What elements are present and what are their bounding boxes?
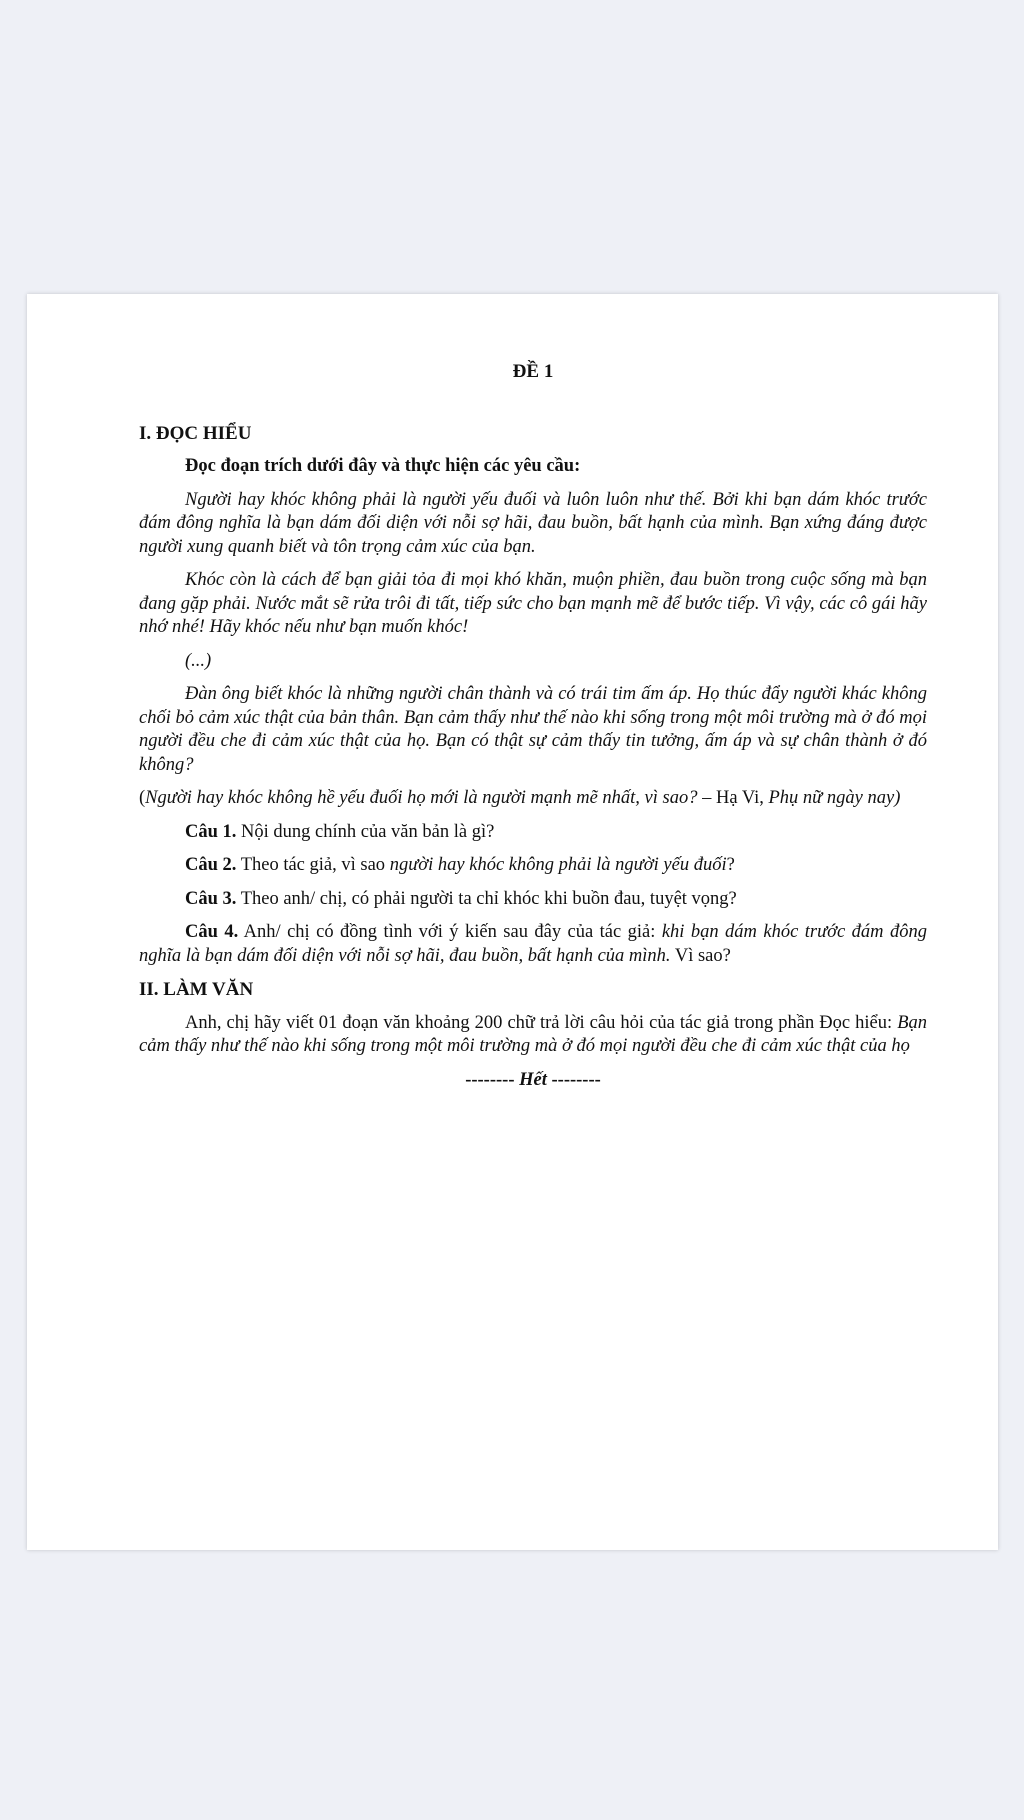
question-2-label: Câu 2. <box>185 855 237 875</box>
essay-prompt <box>139 1012 927 1059</box>
source-publication: Phụ nữ ngày nay) <box>768 788 901 808</box>
question-2 <box>139 854 927 878</box>
passage-paragraph-3: Đàn ông biết khóc là những người chân thành và có trái tim ấm áp. Họ thúc đẩy người khác không chối bỏ cảm xúc thật của bản thân. Bạn cảm thấy như thế nào khi sống trong một môi trường mà ở đó mọi người đều che đi cảm xúc thật của họ. Bạn có thật sự cảm thấy tin tưởng, ấm áp và sự chân thành ở đó không? <box>139 684 927 775</box>
section-writing-heading: II. LÀM VĂN <box>139 979 254 1000</box>
question-1-text: Nội dung chính của văn bản là gì? <box>236 821 495 842</box>
passage-paragraph-2: Khóc còn là cách để bạn giải tỏa đi mọi khó khăn, muộn phiền, đau buồn trong cuộc sống mà bạn đang gặp phải. Nước mắt sẽ rửa trôi đi tất, tiếp sức cho bạn mạnh mẽ để bước tiếp. Vì vậy, các cô gái hãy nhớ nhé! Hãy khóc nếu như bạn muốn khóc! <box>139 570 927 637</box>
end-dashes-left: -------- <box>465 1069 520 1090</box>
section-reading-heading: I. ĐỌC HIỂU <box>139 422 252 444</box>
document-page <box>27 294 998 1550</box>
reading-instruction: Đọc đoạn trích dưới đây và thực hiện các yêu cầu: <box>185 456 581 476</box>
question-3 <box>139 888 927 912</box>
question-1 <box>139 821 927 845</box>
question-2-tail: ? <box>726 855 735 875</box>
question-2-quote: người hay khóc không phải là người yếu đuối <box>389 855 727 875</box>
question-4-label: Câu 4. <box>185 922 239 942</box>
passage-paragraph-1: Người hay khóc không phải là người yếu đuối và luôn luôn như thế. Bởi khi bạn dám khóc trước đám đông nghĩa là bạn dám đối diện với nỗi sợ hãi, đau buồn, bất hạnh của mình. Bạn xứng đáng được người xung quanh biết và tôn trọng cảm xúc của bạn. <box>139 489 927 557</box>
question-4 <box>139 921 927 968</box>
source-author: – Hạ Vi, <box>697 788 769 808</box>
end-dashes-right: -------- <box>546 1069 601 1090</box>
end-marker <box>139 1069 927 1093</box>
passage-ellipsis: (...) <box>185 650 212 671</box>
source-open-paren: ( <box>139 788 146 808</box>
essay-prompt-text: Anh, chị hãy viết 01 đoạn văn khoảng 200 chữ trả lời câu hỏi của tác giả trong phần Đọc hiểu: <box>185 1012 898 1033</box>
exam-title: ĐỀ 1 <box>512 361 554 382</box>
question-1-label: Câu 1. <box>185 821 237 842</box>
question-3-text: Theo anh/ chị, có phải người ta chỉ khóc khi buồn đau, tuyệt vọng? <box>236 888 737 909</box>
source-title: Người hay khóc không hề yếu đuối họ mới là người mạnh mẽ nhất, vì sao? <box>145 788 698 808</box>
question-3-label: Câu 3. <box>185 888 237 909</box>
question-2-text: Theo tác giả, vì sao <box>236 855 390 875</box>
question-4-tail: Vì sao? <box>670 945 731 966</box>
passage-source <box>139 787 927 811</box>
question-4-quote: khi bạn dám khóc trước đám đông nghĩa là bạn dám đối diện với nỗi sợ hãi, đau buồn, bất hạnh của mình. <box>139 922 927 966</box>
essay-prompt-question: Bạn cảm thấy như thế nào khi sống trong một môi trường mà ở đó mọi người đều che đi cảm xúc thật của họ <box>139 1012 927 1056</box>
document-content <box>139 360 927 1092</box>
question-4-text: Anh/ chị có đồng tình với ý kiến sau đây của tác giả: <box>238 922 662 942</box>
end-word: Hết <box>519 1069 547 1090</box>
